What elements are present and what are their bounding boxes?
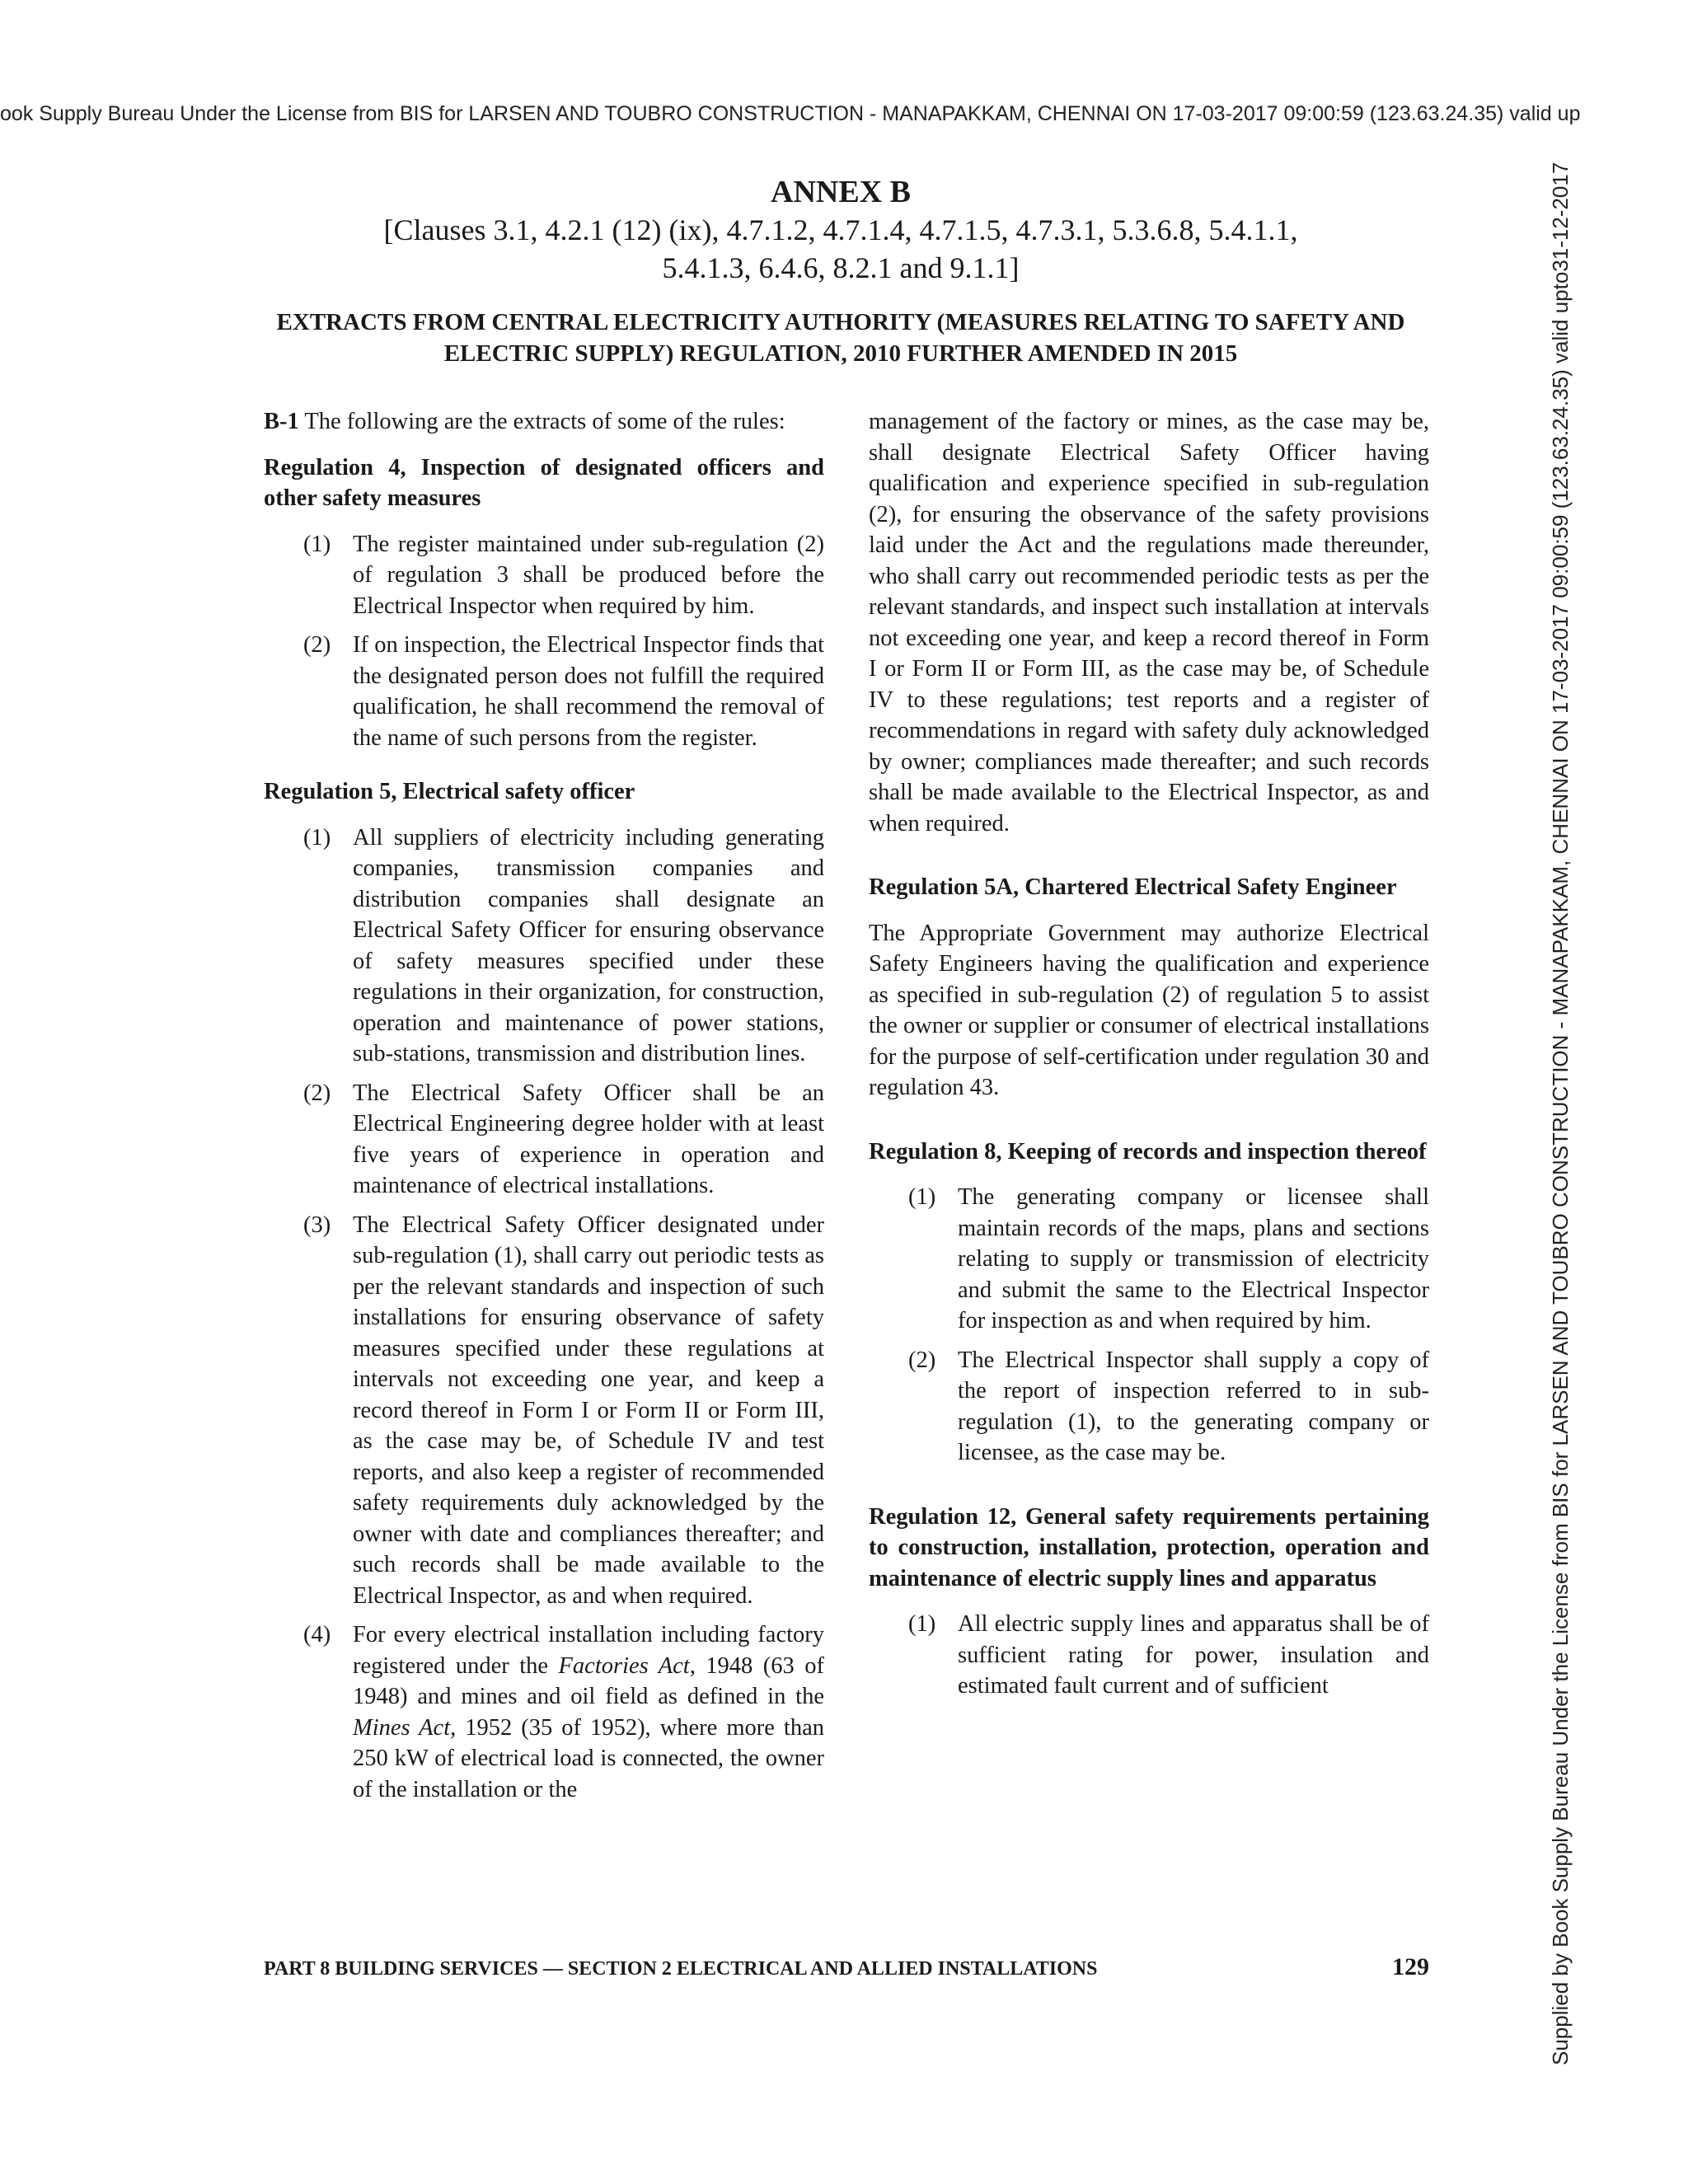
item-number: (2) (303, 632, 331, 658)
item-text-a: For every electrical installation including factory registered under the (353, 1622, 824, 1679)
item-text: All electric supply lines and apparatus shall be of sufficient rating for power, insulation and estimated fault current and of sufficient (958, 1611, 1429, 1699)
item-number: (2) (303, 1080, 331, 1106)
watermark-right: Supplied by Book Supply Bureau Under the License from BIS for LARSEN AND TOUBRO CONSTRUCTION - MANAPAKKAM, CHENNAI ON 17-03-2017 09:00:59 (123.63.24.35) valid upto31-12-2017 (1548, 162, 1573, 2065)
list-item (264, 823, 824, 1070)
item-text: If on inspection, the Electrical Inspector finds that the designated person does not fulfill the required qualification, he shall recommend the removal of the name of such persons from the register. (353, 632, 824, 751)
list-item (869, 1609, 1429, 1702)
reg5a-heading: Regulation 5A, Chartered Electrical Safety Engineer (869, 874, 1397, 900)
list-item (869, 1182, 1429, 1337)
page-footer (264, 1953, 1429, 1981)
right-column (869, 406, 1429, 1725)
mines-act: Mines Act (353, 1714, 451, 1741)
list-item (264, 630, 824, 753)
reg5-list (264, 823, 824, 1806)
reg5-heading: Regulation 5, Electrical safety officer (264, 779, 635, 804)
annex-header (247, 173, 1434, 369)
factories-act: Factories Act (558, 1652, 690, 1679)
item-number: (1) (908, 1611, 936, 1637)
item-number: (1) (303, 824, 331, 851)
intro-text: The following are the extracts of some of the rules: (304, 409, 785, 434)
watermark-top: ook Supply Bureau Under the License from BIS for LARSEN AND TOUBRO CONSTRUCTION - MANAPAKKAM, CHENNAI ON 17-03-2017 09:00:59 (123.63.24.35) valid up (0, 102, 1581, 125)
item-text: All suppliers of electricity including generating companies, transmission companies and distribution companies shall designate an Electrical Safety Officer for ensuring observance of safety measures specified under these regulations in their organization, for construction, operation and maintenance of power stations, sub-stations, transmission and distribution lines. (353, 824, 824, 1066)
clauses-line-2: 5.4.1.3, 6.4.6, 8.2.1 and 9.1.1] (662, 251, 1020, 284)
item-number: (1) (303, 531, 331, 557)
annex-title: ANNEX B (771, 175, 911, 209)
list-item (264, 1078, 824, 1202)
reg4-list (264, 529, 824, 754)
list-item (264, 1210, 824, 1612)
reg12-heading: Regulation 12, General safety requirements pertaining to construction, installation, protection, operation and maintenance of electric supply lines and apparatus (869, 1503, 1429, 1591)
reg5-continuation: management of the factory or mines, as the case may be, shall designate Electrical Safety Officer having qualification and experience specified in sub-regulation (2), for ensuring the observance of the safety provisions laid under the Act and the regulations made thereunder, who shall carry out recommended periodic tests as per the relevant standards, and inspect such installation at intervals not exceeding one year, and keep a record thereof in Form I or Form II or Form III, as the case may be, of Schedule IV to these regulations; test reports and a register of recommendations in regard with safety duly acknowledged by owner; compliances made thereafter; and such records shall be made available to the Electrical Inspector, as and when required. (869, 409, 1429, 837)
reg4-heading: Regulation 4, Inspection of designated officers and other safety measures (264, 454, 824, 511)
reg12-list (869, 1609, 1429, 1702)
page-number: 129 (1392, 1953, 1429, 1980)
item-text: The Electrical Safety Officer shall be an Electrical Engineering degree holder with at least five years of experience in operation and maintenance of electrical installations. (353, 1080, 824, 1198)
item-number: (3) (303, 1212, 331, 1238)
footer-text: PART 8 BUILDING SERVICES — SECTION 2 ELECTRICAL AND ALLIED INSTALLATIONS (264, 1958, 1098, 1980)
item-text: The register maintained under sub-regulation (2) of regulation 3 shall be produced before the Electrical Inspector when required by him. (353, 531, 824, 619)
reg5a-text: The Appropriate Government may authorize Electrical Safety Engineers having the qualification and experience as specified in sub-regulation (2) of regulation 5 to assist the owner or supplier or consumer of electrical installations for the purpose of self-certification under regulation 30 and regulation 43. (869, 920, 1429, 1100)
left-column (264, 406, 824, 1828)
item-text: The Electrical Safety Officer designated under sub-regulation (1), shall carry out periodic tests as per the relevant standards and inspection of such installations for ensuring observance of safety measures specified under these regulations at intervals not exceeding one year, and keep a record thereof in Form I or Form II or Form III, as the case may be, of Schedule IV and test reports, and also keep a register of recommended safety requirements duly acknowledged by the owner with date and compliances thereafter; and such records shall be made available to the Electrical Inspector, as and when required. (353, 1212, 824, 1609)
item-text (353, 1619, 824, 1805)
reg8-list (869, 1182, 1429, 1469)
extract-title: EXTRACTS FROM CENTRAL ELECTRICITY AUTHORITY (MEASURES RELATING TO SAFETY AND ELECTRIC SUPPLY) REGULATION, 2010 FURTHER AMENDED IN 2015 (276, 309, 1405, 367)
list-item (264, 529, 824, 622)
item-text: The generating company or licensee shall maintain records of the maps, plans and sections relating to supply or transmission of electricity and submit the same to the Electrical Inspector for inspection as and when required by him. (958, 1184, 1429, 1333)
reg8-heading: Regulation 8, Keeping of records and inspection thereof (869, 1138, 1427, 1165)
clauses-line-1: [Clauses 3.1, 4.2.1 (12) (ix), 4.7.1.2, 4.7.1.4, 4.7.1.5, 4.7.3.1, 5.3.6.8, 5.4.1.1, (383, 213, 1298, 246)
list-item (869, 1345, 1429, 1469)
item-number: (1) (908, 1184, 936, 1210)
list-item (264, 1619, 824, 1805)
item-number: (4) (303, 1622, 331, 1647)
intro-paragraph (264, 406, 824, 438)
item-text-c: , 1952 (35 of 1952), where more than 250 kW of electrical load is connected, the owner of the installation or the (353, 1714, 824, 1802)
item-text: The Electrical Inspector shall supply a copy of the report of inspection referred to in sub-regulation (1), to the generating company or licensee, as the case may be. (958, 1347, 1429, 1465)
item-text-b: , 1948 (63 of 1948) and mines and oil field as defined in the (353, 1652, 824, 1709)
intro-label: B-1 (264, 409, 299, 434)
item-number: (2) (908, 1347, 936, 1373)
